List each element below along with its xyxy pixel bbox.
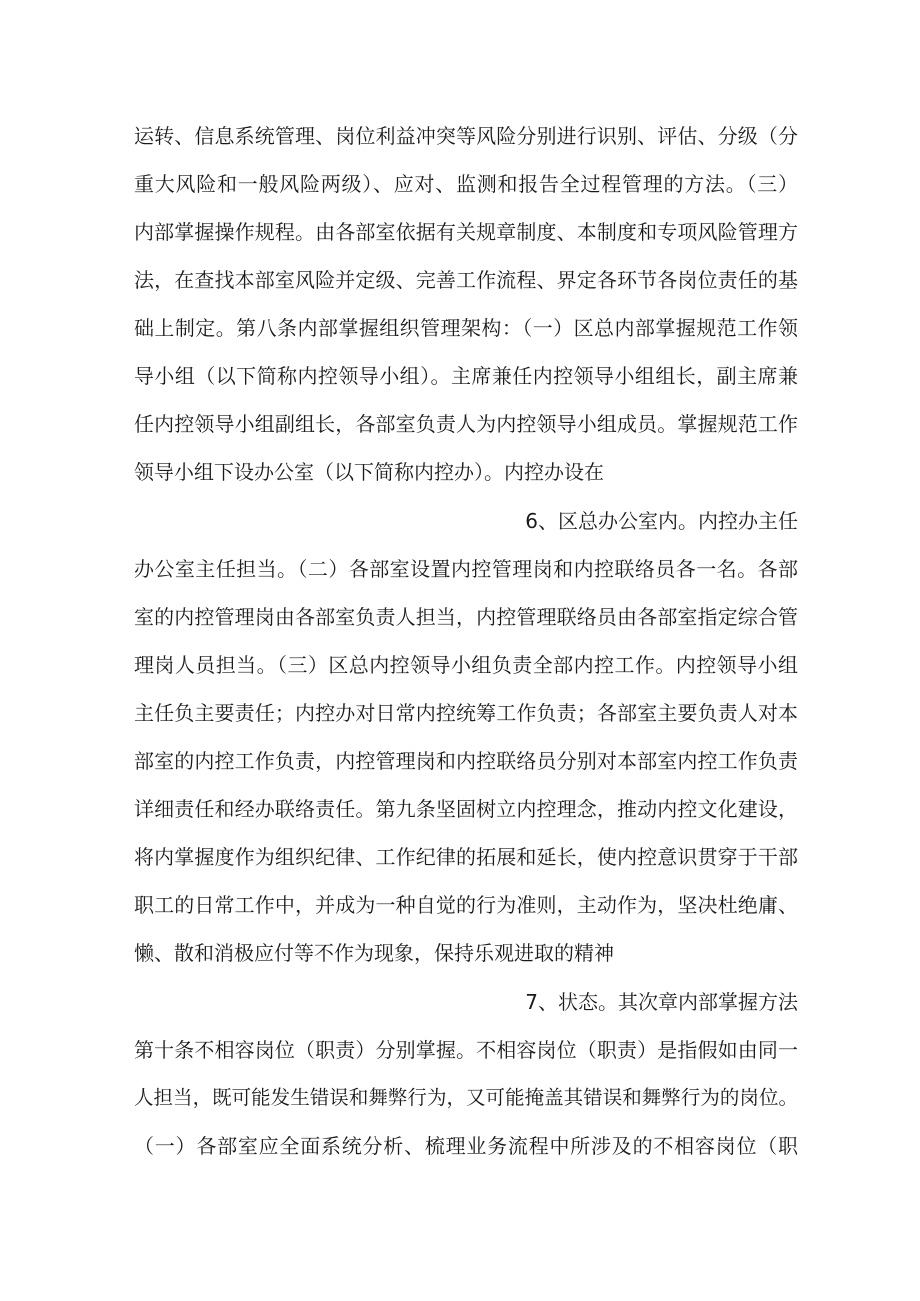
text-line: 人担当，既可能发生错误和舞弊行为，又可能掩盖其错误和舞弊行为的岗位。: [134, 1086, 798, 1109]
text-line: 职工的日常工作中，并成为一种自觉的行为准则，主动作为，坚决杜绝庸、: [134, 893, 798, 917]
text-line: 领导小组下设办公室（以下简称内控办）。内控办设在: [134, 460, 604, 484]
text-line: 将内掌握度作为组织纪律、工作纪律的拓展和延长，使内控意识贯穿于干部: [134, 845, 798, 869]
section-number-line: 7、状态。其次章内部掌握方法: [525, 990, 798, 1014]
text-line: 室的内控管理岗由各部室负责人担当，内控管理联络员由各部室指定综合管: [134, 605, 798, 629]
text-line: 内部掌握操作规程。由各部室依据有关规章制度、本制度和专项风险管理方: [134, 220, 798, 244]
text-line: 重大风险和一般风险两级）、应对、监测和报告全过程管理的方法。（三）: [134, 172, 798, 196]
text-line: 第十条不相容岗位（职责）分别掌握。不相容岗位（职责）是指假如由同一: [134, 1038, 798, 1062]
text-line: 任内控领导小组副组长，各部室负责人为内控领导小组成员。掌握规范工作: [134, 412, 798, 436]
text-line: 导小组（以下简称内控领导小组）。主席兼任内控领导小组组长，副主席兼: [134, 364, 798, 388]
text-line: 懒、散和消极应付等不作为现象，保持乐观进取的精神: [134, 941, 614, 965]
text-line: 础上制定。第八条内部掌握组织管理架构：（一）区总内部掌握规范工作领: [134, 316, 798, 340]
text-line: 运转、信息系统管理、岗位利益冲突等风险分别进行识别、评估、分级（分: [134, 124, 798, 148]
text-line: 理岗人员担当。（三）区总内控领导小组负责全部内控工作。内控领导小组: [134, 653, 798, 677]
text-line: 办公室主任担当。（二）各部室设置内控管理岗和内控联络员各一名。各部: [134, 557, 798, 581]
section-number-line: 6、区总办公室内。内控办主任: [525, 509, 798, 533]
text-line: 部室的内控工作负责，内控管理岗和内控联络员分别对本部室内控工作负责: [134, 749, 798, 773]
text-line: 法，在查找本部室风险并定级、完善工作流程、界定各环节各岗位责任的基: [134, 268, 798, 292]
text-line: 详细责任和经办联络责任。第九条坚固树立内控理念，推动内控文化建设，: [134, 797, 798, 821]
text-line: 主任负主要责任；内控办对日常内控统筹工作负责；各部室主要负责人对本: [134, 701, 798, 725]
text-line: （一）各部室应全面系统分析、梳理业务流程中所涉及的不相容岗位（职: [134, 1134, 798, 1158]
